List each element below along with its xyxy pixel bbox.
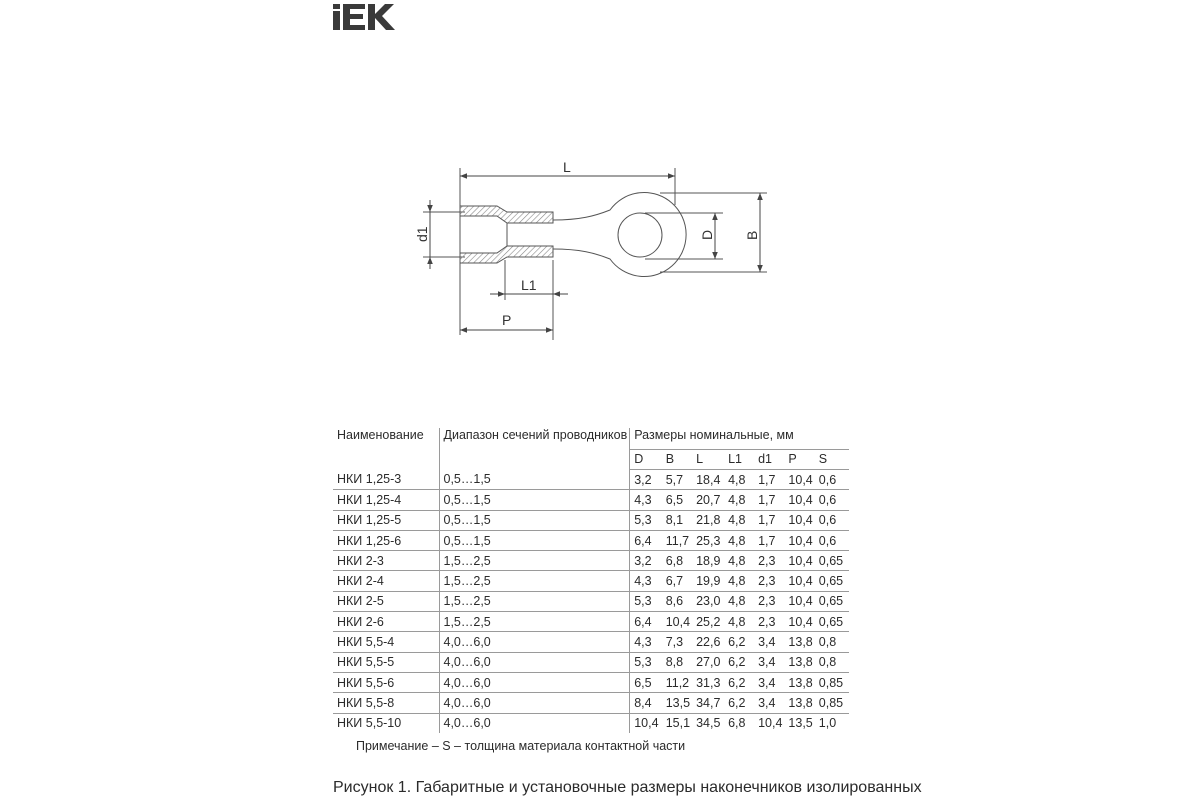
table-cell: 6,4 xyxy=(630,530,662,550)
dim-label-d1: d1 xyxy=(414,226,430,242)
table-cell: 1,7 xyxy=(754,510,784,530)
table-cell: 6,4 xyxy=(630,612,662,632)
table-cell: 3,4 xyxy=(754,672,784,692)
header-range: Диапазон сечений проводников xyxy=(439,428,630,470)
table-cell: 0,6 xyxy=(815,490,849,510)
table-cell: 1,5…2,5 xyxy=(439,612,630,632)
table-cell: НКИ 2-5 xyxy=(333,591,439,611)
table-cell: 31,3 xyxy=(692,672,724,692)
table-row xyxy=(333,571,849,591)
table-cell: 2,3 xyxy=(754,571,784,591)
table-cell: НКИ 5,5-8 xyxy=(333,693,439,713)
table-row xyxy=(333,530,849,550)
table-cell: 25,2 xyxy=(692,612,724,632)
table-cell: 1,0 xyxy=(818,716,837,731)
table-cell: 1,5…2,5 xyxy=(439,571,630,591)
table-cell: 0,85 xyxy=(815,672,849,692)
table-cell: 0,8 xyxy=(815,652,849,672)
table-cell: 4,0…6,0 xyxy=(439,693,630,713)
table-cell: 22,6 xyxy=(692,632,724,652)
table-cell: 0,6 xyxy=(815,530,849,550)
table-cell: 0,65 xyxy=(815,571,849,591)
table-cell: 20,7 xyxy=(692,490,724,510)
table-cell: 34,7 xyxy=(692,693,724,713)
table-cell: 5,3 xyxy=(630,510,662,530)
header-size-3: L1 xyxy=(724,450,754,470)
header-name: Наименование xyxy=(337,428,424,442)
table-cell: 6,2 xyxy=(724,652,754,672)
table-cell: 6,5 xyxy=(630,672,662,692)
dim-label-L: L xyxy=(563,159,571,175)
table-cell: 13,8 xyxy=(784,672,814,692)
table-cell: 10,4 xyxy=(784,591,814,611)
table-cell: 6,2 xyxy=(724,672,754,692)
table-row xyxy=(333,470,849,490)
table-cell: 3,4 xyxy=(754,693,784,713)
figure-caption: Рисунок 1. Габаритные и установочные размеры наконечников изолированных xyxy=(333,779,922,796)
table-cell: 0,5…1,5 xyxy=(439,470,630,490)
table-cell: 6,7 xyxy=(662,571,692,591)
table-cell: 3,4 xyxy=(754,632,784,652)
table-cell: 23,0 xyxy=(692,591,724,611)
table-cell: НКИ 2-4 xyxy=(333,571,439,591)
table-cell: 5,3 xyxy=(630,652,662,672)
table-cell: 10,4 xyxy=(784,510,814,530)
table-cell: НКИ 5,5-4 xyxy=(333,632,439,652)
dimensions-table xyxy=(333,428,849,733)
table-cell: 4,3 xyxy=(630,571,662,591)
table-cell: 6,8 xyxy=(728,716,746,731)
table-note: Примечание – S – толщина материала контактной части xyxy=(356,739,686,753)
table-cell: 10,4 xyxy=(784,551,814,571)
iek-logo-graphic xyxy=(333,4,408,30)
table-cell: 0,8 xyxy=(815,632,849,652)
table-cell: 18,9 xyxy=(692,551,724,571)
table-row xyxy=(333,672,849,692)
table-cell: 0,65 xyxy=(815,591,849,611)
table-cell: 27,0 xyxy=(692,652,724,672)
table-cell: 3,2 xyxy=(630,470,662,490)
table-cell: 6,2 xyxy=(724,693,754,713)
table-cell: 13,5 xyxy=(788,716,813,731)
table-cell: НКИ 2-3 xyxy=(333,551,439,571)
table-cell: 4,8 xyxy=(724,591,754,611)
table-cell: 10,4 xyxy=(630,713,662,733)
table-cell: 4,3 xyxy=(630,490,662,510)
table-cell: 6,2 xyxy=(724,632,754,652)
table-cell: 4,8 xyxy=(724,530,754,550)
table-cell: 18,4 xyxy=(692,470,724,490)
table-row xyxy=(333,591,849,611)
table-cell: 3,4 xyxy=(754,652,784,672)
table-cell: 0,85 xyxy=(815,693,849,713)
header-size-1: B xyxy=(662,450,692,470)
table-row xyxy=(333,713,849,733)
table-cell: 13,8 xyxy=(784,693,814,713)
table-cell: 4,0…6,0 xyxy=(439,713,630,733)
table-cell: НКИ 5,5-6 xyxy=(333,672,439,692)
table-cell: 10,4 xyxy=(784,571,814,591)
table-cell: 11,2 xyxy=(662,672,692,692)
table-cell: 1,7 xyxy=(754,490,784,510)
table-cell: НКИ 2-6 xyxy=(333,612,439,632)
table-cell: 25,3 xyxy=(692,530,724,550)
table-cell: 0,5…1,5 xyxy=(439,490,630,510)
table-row xyxy=(333,652,849,672)
table-cell: 34,5 xyxy=(696,716,721,731)
table-cell: НКИ 1,25-6 xyxy=(333,530,439,550)
table-cell: 2,3 xyxy=(754,612,784,632)
header-size-0: D xyxy=(630,450,662,470)
table-cell: 10,4 xyxy=(784,490,814,510)
table-row xyxy=(333,490,849,510)
table-cell: 4,8 xyxy=(724,470,754,490)
table-cell: 8,8 xyxy=(662,652,692,672)
table-cell: 4,8 xyxy=(724,551,754,571)
header-sizes: Размеры номинальные, мм xyxy=(630,428,849,450)
table-cell: 0,65 xyxy=(815,551,849,571)
dim-label-L1: L1 xyxy=(521,277,537,293)
table-cell: НКИ 1,25-4 xyxy=(333,490,439,510)
table-cell: 10,4 xyxy=(784,530,814,550)
table-cell: НКИ 1,25-5 xyxy=(333,510,439,530)
table-row xyxy=(333,612,849,632)
header-size-4: d1 xyxy=(754,450,784,470)
table-cell: 19,9 xyxy=(692,571,724,591)
table-row xyxy=(333,510,849,530)
dim-label-D: D xyxy=(699,229,715,240)
table-cell: 4,3 xyxy=(630,632,662,652)
table-cell: 7,3 xyxy=(662,632,692,652)
table-cell: 10,4 xyxy=(784,612,814,632)
table-cell: 4,8 xyxy=(724,490,754,510)
table-cell: 4,0…6,0 xyxy=(439,652,630,672)
table-cell: 0,6 xyxy=(815,510,849,530)
ring-terminal-drawing xyxy=(405,150,785,345)
table-cell: 0,6 xyxy=(815,470,849,490)
table-cell: НКИ 5,5-10 xyxy=(337,716,402,731)
table-cell: 4,8 xyxy=(724,612,754,632)
table-cell: 13,8 xyxy=(784,632,814,652)
table-cell: 1,5…2,5 xyxy=(439,591,630,611)
table-row xyxy=(333,693,849,713)
table-cell: 2,3 xyxy=(754,551,784,571)
table-cell: 0,5…1,5 xyxy=(439,510,630,530)
table-cell: 6,8 xyxy=(662,551,692,571)
table-cell: 0,65 xyxy=(815,612,849,632)
table-cell: 8,6 xyxy=(662,591,692,611)
dim-label-B: B xyxy=(744,230,760,240)
table-cell: 8,4 xyxy=(630,693,662,713)
table-cell: 4,8 xyxy=(724,571,754,591)
table-cell: 8,1 xyxy=(662,510,692,530)
table-cell: 11,7 xyxy=(662,530,692,550)
table-cell: 5,7 xyxy=(662,470,692,490)
dim-label-P: P xyxy=(502,312,512,328)
table-cell: 13,5 xyxy=(662,693,692,713)
table-cell: НКИ 1,25-3 xyxy=(333,470,439,490)
table-cell: 10,4 xyxy=(758,716,783,731)
iek-logo xyxy=(333,4,408,30)
table-cell: 10,4 xyxy=(662,612,692,632)
table-cell: 4,0…6,0 xyxy=(439,632,630,652)
table-cell: 0,5…1,5 xyxy=(439,530,630,550)
table-cell: 15,1 xyxy=(665,716,691,731)
table-row xyxy=(333,632,849,652)
table-cell: 5,3 xyxy=(630,591,662,611)
header-size-6: S xyxy=(815,450,849,470)
header-size-2: L xyxy=(692,450,724,470)
table-cell: 1,7 xyxy=(754,530,784,550)
table-cell: 1,5…2,5 xyxy=(439,551,630,571)
table-cell: 4,8 xyxy=(724,510,754,530)
table-cell: 10,4 xyxy=(784,470,814,490)
table-cell: 21,8 xyxy=(692,510,724,530)
table-cell: 3,2 xyxy=(630,551,662,571)
table-row xyxy=(333,551,849,571)
table-cell: 4,0…6,0 xyxy=(439,672,630,692)
table-cell: НКИ 5,5-5 xyxy=(333,652,439,672)
table-cell: 1,7 xyxy=(754,470,784,490)
table-cell: 13,8 xyxy=(784,652,814,672)
header-size-5: P xyxy=(784,450,814,470)
table-cell: 6,5 xyxy=(662,490,692,510)
table-cell: 2,3 xyxy=(754,591,784,611)
